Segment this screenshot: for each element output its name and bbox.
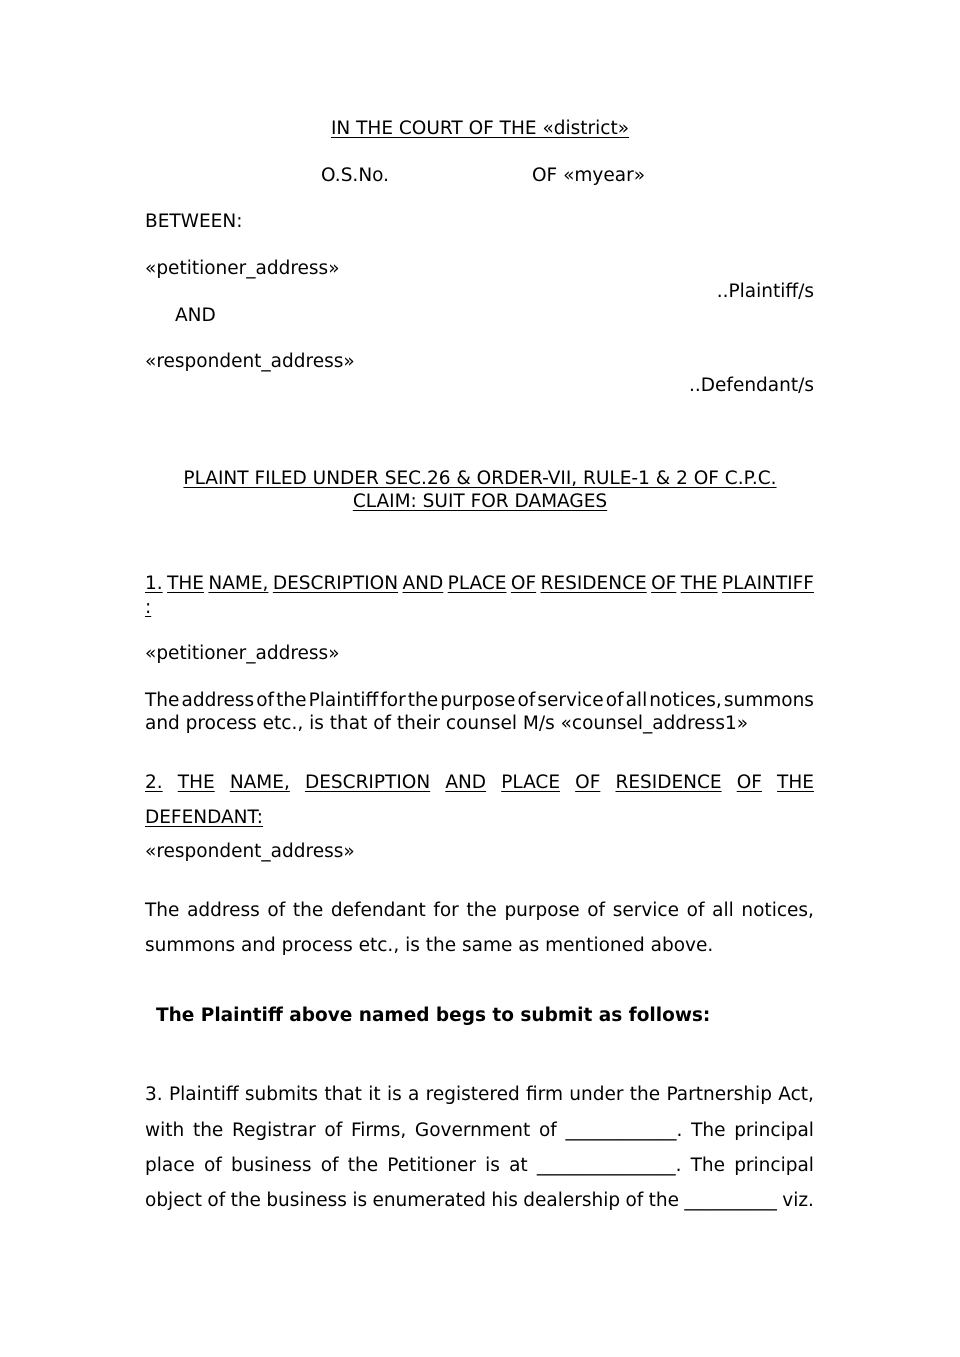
word: address — [187, 900, 260, 921]
word: RESIDENCE — [615, 772, 722, 793]
plaint-heading-line1-text: PLAINT FILED UNDER SEC.26 & ORDER-VII, RULE-1 & 2 OF C.P.C. — [183, 468, 777, 489]
word: under — [569, 1084, 624, 1105]
word: all — [712, 900, 734, 921]
word: THE — [680, 573, 718, 594]
section3-line4 — [145, 1192, 814, 1211]
word: OF — [575, 772, 601, 793]
word: the — [230, 1190, 261, 1211]
word: THE — [777, 772, 814, 793]
word: purpose — [504, 900, 580, 921]
word: of — [267, 900, 286, 921]
word: Registrar — [232, 1120, 316, 1141]
word: notices, — [649, 690, 722, 711]
word: PLACE — [447, 573, 507, 594]
of-year: OF «myear» — [532, 165, 646, 186]
word: address — [181, 690, 255, 711]
defendant-label: ..Defendant/s — [689, 375, 814, 396]
word: his — [491, 1190, 518, 1211]
word: for — [433, 900, 459, 921]
word: THE — [177, 772, 215, 793]
word: 2. — [145, 772, 163, 793]
word: NAME, — [229, 772, 290, 793]
word: PLACE — [501, 772, 561, 793]
word: the — [466, 900, 497, 921]
word: business — [266, 1190, 347, 1211]
word: Government — [414, 1120, 531, 1141]
plaint-heading-line2 — [0, 493, 960, 512]
word: principal — [734, 1120, 814, 1141]
word: defendant — [330, 900, 426, 921]
word: 3. — [145, 1084, 163, 1105]
word: summons — [723, 690, 814, 711]
word: is — [485, 1155, 500, 1176]
word: OF — [510, 573, 537, 594]
word: THE — [167, 573, 204, 594]
between-label: BETWEEN: — [145, 211, 243, 232]
word: the — [276, 690, 307, 711]
word: enumerated — [372, 1190, 487, 1211]
word: purpose — [440, 690, 516, 711]
court-title-text: IN THE COURT OF THE «district» — [330, 118, 630, 139]
word: the — [648, 1190, 680, 1211]
word: with — [145, 1120, 185, 1141]
word: the — [629, 1084, 661, 1105]
word: object — [145, 1190, 203, 1211]
word: The — [145, 900, 180, 921]
word: _______________. — [536, 1155, 682, 1176]
section2-para-line1 — [145, 902, 814, 921]
word: for — [380, 690, 406, 711]
respondent-address: «respondent_address» — [145, 351, 355, 372]
plaint-heading-line1 — [0, 470, 960, 489]
word: DESCRIPTION — [304, 772, 431, 793]
word: ____________. — [565, 1120, 683, 1141]
word: of — [686, 900, 705, 921]
section1-para-line1 — [145, 692, 814, 711]
word: Plaintiff — [308, 690, 379, 711]
word: dealership — [523, 1190, 621, 1211]
word: PLAINTIFF — [722, 573, 814, 594]
word: Plaintiff — [168, 1084, 239, 1105]
word: the — [407, 690, 439, 711]
word: of — [203, 1155, 222, 1176]
word: notices, — [741, 900, 814, 921]
section3-line1 — [145, 1086, 814, 1105]
word: at — [509, 1155, 528, 1176]
word: business — [230, 1155, 312, 1176]
word: AND — [402, 573, 444, 594]
word: RESIDENCE — [540, 573, 647, 594]
section1-heading-colon: : — [145, 597, 152, 618]
word: the — [192, 1120, 224, 1141]
section2-heading — [145, 774, 814, 793]
word: The — [691, 1120, 726, 1141]
word: DESCRIPTION — [272, 573, 399, 594]
word: the — [292, 900, 324, 921]
section2-heading-line2: DEFENDANT: — [145, 807, 264, 828]
and-label: AND — [175, 305, 216, 326]
section1-petitioner-address: «petitioner_address» — [145, 643, 340, 664]
word: of — [256, 690, 275, 711]
petitioner-address: «petitioner_address» — [145, 258, 340, 279]
word: that — [324, 1084, 362, 1105]
word: service — [612, 900, 679, 921]
word: place — [145, 1155, 195, 1176]
plaintiff-label: ..Plaintiff/s — [716, 281, 814, 302]
word: Partnership — [666, 1084, 772, 1105]
word: a — [408, 1084, 420, 1105]
word: the — [347, 1155, 379, 1176]
word: NAME, — [208, 573, 269, 594]
word: principal — [734, 1155, 814, 1176]
plaint-heading-line2-text: CLAIM: SUIT FOR DAMAGES — [352, 491, 608, 512]
section2-respondent-address: «respondent_address» — [145, 841, 355, 862]
word: is — [352, 1190, 368, 1211]
section3-line3 — [145, 1157, 814, 1176]
word: viz. — [782, 1190, 814, 1211]
section3-line2 — [145, 1122, 814, 1141]
word: Petitioner — [387, 1155, 476, 1176]
word: of — [324, 1120, 343, 1141]
word: 1. — [145, 573, 163, 594]
word: OF — [736, 772, 762, 793]
word: all — [625, 690, 648, 711]
word: submits — [244, 1084, 319, 1105]
word: __________ — [684, 1190, 777, 1211]
word: of — [625, 1190, 644, 1211]
word: of — [587, 900, 606, 921]
os-number: O.S.No. — [321, 165, 390, 186]
word: of — [538, 1120, 557, 1141]
word: of — [320, 1155, 339, 1176]
word: AND — [445, 772, 487, 793]
section2-para-line2: summons and process etc., is the same as mentioned above. — [145, 935, 714, 956]
word: is — [386, 1084, 402, 1105]
section1-para-line2: and process etc., is that of their counsel M/s «counsel_address1» — [145, 713, 749, 734]
word: firm — [526, 1084, 563, 1105]
word: The — [145, 690, 180, 711]
word: registered — [425, 1084, 520, 1105]
section1-heading — [145, 575, 814, 594]
submission-heading: The Plaintiff above named begs to submit as follows: — [156, 1005, 711, 1026]
word: of — [207, 1190, 226, 1211]
word: The — [690, 1155, 726, 1176]
court-title — [0, 120, 960, 139]
word: Act, — [778, 1084, 814, 1105]
word: of — [605, 690, 624, 711]
word: of — [517, 690, 536, 711]
word: service — [537, 690, 604, 711]
word: Firms, — [350, 1120, 407, 1141]
word: OF — [651, 573, 677, 594]
word: it — [368, 1084, 381, 1105]
